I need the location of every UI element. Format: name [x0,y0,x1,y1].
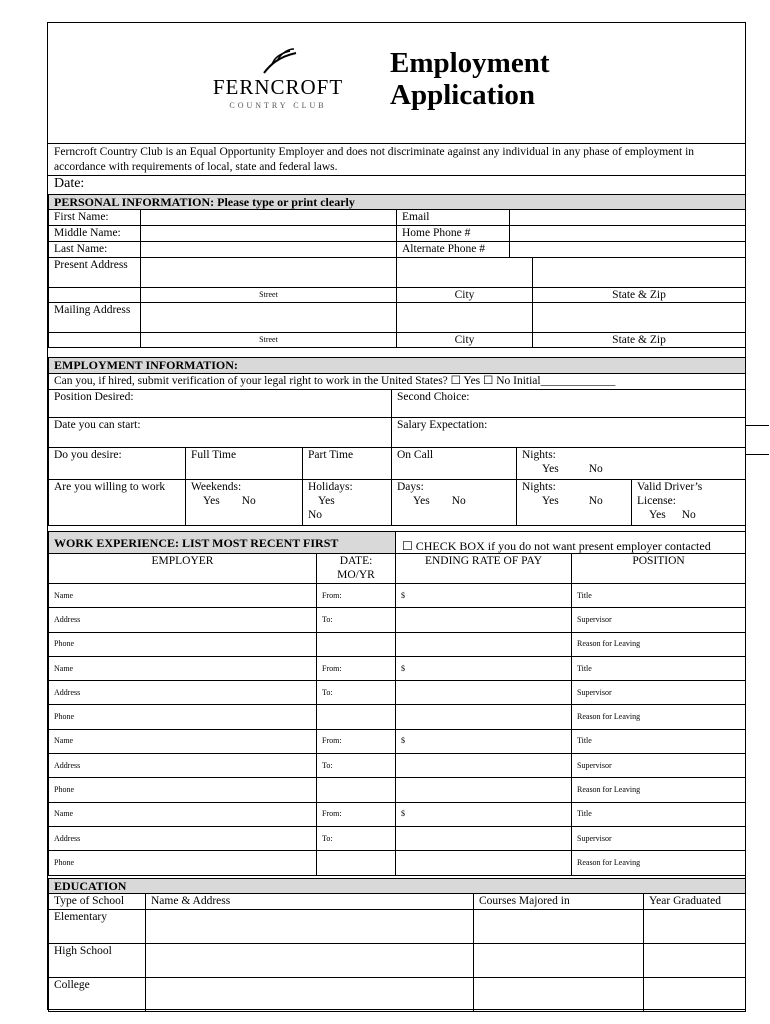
supervisor-field[interactable]: Supervisor [572,754,746,778]
yes-option[interactable]: Yes [542,463,559,475]
employer-address-field[interactable]: Address [49,608,317,632]
rate-header: ENDING RATE OF PAY [396,554,572,584]
employment-application-form [47,22,746,1010]
year-field[interactable] [644,944,746,978]
nights-label: Nights: [522,449,556,461]
present-address-label: Present Address [49,258,141,288]
employer-address-field[interactable]: Address [49,754,317,778]
present-state-field[interactable] [533,258,746,288]
divider [745,425,769,426]
eeo-statement: Ferncroft Country Club is an Equal Opportunity Employer and does not discriminate against any individual in any phase of employment in accordance with requirements of local, state and federal laws. [54,146,695,173]
ending-rate-cont-field[interactable] [396,826,572,850]
logo-wordmark: FERNCROFT [212,75,344,99]
courses-field[interactable] [474,944,644,978]
weekends-label: Weekends: [191,481,242,493]
form-header [48,23,745,143]
employer-address-field[interactable]: Address [49,826,317,850]
salary-field[interactable]: Salary Expectation: [392,418,746,448]
employer-phone-field[interactable]: Phone [49,778,317,802]
willing-label: Are you willing to work [49,480,186,526]
nights-option[interactable] [517,448,746,480]
employer-header: EMPLOYER [49,554,317,584]
first-name-field[interactable] [141,210,397,226]
school-type-college: College [49,978,146,1012]
date-from-field[interactable]: From: [317,656,396,680]
yes-option[interactable]: Yes [649,509,666,521]
middle-name-field[interactable] [141,226,397,242]
on-call-option[interactable]: On Call [392,448,517,480]
days-label: Days: [397,481,424,493]
date-from-field[interactable]: From: [317,729,396,753]
state-zip-caption: State & Zip [533,288,746,303]
street-caption: Street [141,333,397,348]
mailing-city-field[interactable] [397,303,533,333]
date-to-field[interactable]: To: [317,826,396,850]
reason-for-leaving-field[interactable]: Reason for Leaving [572,705,746,729]
table-row [49,608,746,632]
position-header: POSITION [572,554,746,584]
nights-label: Nights: [522,481,556,493]
employer-name-field[interactable]: Name [49,729,317,753]
table-row [49,851,746,875]
full-time-option[interactable]: Full Time [186,448,303,480]
license-label-2: License: [637,495,676,507]
table-row [49,778,746,802]
start-date-field[interactable]: Date you can start: [49,418,392,448]
ferncroft-logo [208,47,348,117]
table-row [49,584,746,608]
education-table [48,878,746,1012]
table-row [49,656,746,680]
license-label-1: Valid Driver’s [637,481,703,493]
date-blank-field[interactable] [317,851,396,875]
desire-label: Do you desire: [49,448,186,480]
alt-phone-field[interactable] [510,242,746,258]
ending-rate-cont-field[interactable] [396,754,572,778]
fern-leaf-icon [260,47,300,77]
work-entries-table [48,583,746,876]
nights-option[interactable] [517,480,632,526]
employer-address-field[interactable]: Address [49,681,317,705]
ending-rate-cont-field[interactable] [396,681,572,705]
present-city-field[interactable] [397,258,533,288]
mailing-state-field[interactable] [533,303,746,333]
employer-name-field[interactable]: Name [49,584,317,608]
school-type-elementary: Elementary [49,910,146,944]
weekends-option[interactable] [186,480,303,526]
license-option[interactable] [632,480,746,526]
divider [745,454,769,455]
work-verification[interactable]: Can you, if hired, submit verification of your legal right to work in the United States? ☐ Yes ☐ No Initial_____________ [49,374,746,390]
email-field[interactable] [510,210,746,226]
employment-info-table [48,357,746,526]
reason-for-leaving-field[interactable]: Reason for Leaving [572,851,746,875]
employer-phone-field[interactable]: Phone [49,632,317,656]
position-title-field[interactable]: Title [572,656,746,680]
date-to-field[interactable]: To: [317,681,396,705]
no-contact-checkbox[interactable]: ☐ CHECK BOX if you do not want present employer contacted [396,532,746,554]
date-blank-field[interactable] [317,705,396,729]
employer-name-field[interactable]: Name [49,656,317,680]
present-street-field[interactable] [141,258,397,288]
position-title-field[interactable]: Title [572,584,746,608]
year-graduated-header: Year Graduated [644,894,746,910]
table-row [49,729,746,753]
title-line-2: Application [390,79,536,111]
supervisor-field[interactable]: Supervisor [572,826,746,850]
mailing-address-label: Mailing Address [49,303,141,333]
state-zip-caption: State & Zip [533,333,746,348]
supervisor-field[interactable]: Supervisor [572,608,746,632]
rate-blank-field[interactable] [396,632,572,656]
table-row [49,705,746,729]
type-of-school-header: Type of School [49,894,146,910]
title-line-1: Employment [390,47,550,79]
courses-header: Courses Majored in [474,894,644,910]
table-row [49,826,746,850]
table-row [49,681,746,705]
part-time-option[interactable]: Part Time [303,448,392,480]
divider [48,175,745,176]
logo-subtitle: COUNTRY CLUB [229,101,327,110]
yes-option[interactable]: Yes [203,495,220,507]
school-name-field[interactable] [146,910,474,944]
supervisor-field[interactable]: Supervisor [572,681,746,705]
yes-option[interactable]: Yes [542,495,559,507]
section-work: WORK EXPERIENCE: LIST MOST RECENT FIRST [49,532,396,554]
holidays-option[interactable] [303,480,392,526]
employer-name-field[interactable]: Name [49,802,317,826]
middle-name-label: Middle Name: [49,226,141,242]
section-personal: PERSONAL INFORMATION: Please type or print clearly [49,195,746,210]
position-title-field[interactable]: Title [572,729,746,753]
year-field[interactable] [644,978,746,1012]
personal-info-table [48,194,746,348]
position-title-field[interactable]: Title [572,802,746,826]
yes-option[interactable]: Yes [413,495,430,507]
courses-field[interactable] [474,910,644,944]
city-caption: City [397,333,533,348]
name-address-header: Name & Address [146,894,474,910]
first-name-label: First Name: [49,210,141,226]
position-desired-field[interactable]: Position Desired: [49,390,392,418]
yes-option[interactable]: Yes [318,495,335,507]
employer-phone-field[interactable]: Phone [49,705,317,729]
home-phone-label: Home Phone # [397,226,510,242]
no-option[interactable]: No [588,463,603,475]
school-name-field[interactable] [146,944,474,978]
date-header-line-2: MO/YR [337,569,375,581]
date-header [317,554,396,584]
page-title [390,47,550,111]
no-option[interactable]: No [451,495,466,507]
section-employment: EMPLOYMENT INFORMATION: [49,358,746,374]
no-option[interactable]: No [588,495,603,507]
last-name-field[interactable] [141,242,397,258]
reason-for-leaving-field[interactable]: Reason for Leaving [572,632,746,656]
reason-for-leaving-field[interactable]: Reason for Leaving [572,778,746,802]
table-row [49,802,746,826]
courses-field[interactable] [474,978,644,1012]
date-field[interactable]: Date: [54,176,85,191]
ending-rate-field[interactable]: $ [396,656,572,680]
employer-phone-field[interactable]: Phone [49,851,317,875]
alt-phone-label: Alternate Phone # [397,242,510,258]
email-label: Email [397,210,510,226]
school-type-high-school: High School [49,944,146,978]
year-field[interactable] [644,910,746,944]
ending-rate-cont-field[interactable] [396,608,572,632]
date-from-field[interactable]: From: [317,802,396,826]
date-header-line-1: DATE: [339,555,373,567]
second-choice-field[interactable]: Second Choice: [392,390,746,418]
school-name-field[interactable] [146,978,474,1012]
no-option[interactable]: No [241,495,256,507]
rate-blank-field[interactable] [396,778,572,802]
mailing-street-field[interactable] [141,303,397,333]
home-phone-field[interactable] [510,226,746,242]
city-caption: City [397,288,533,303]
ending-rate-field[interactable]: $ [396,584,572,608]
date-to-field[interactable]: To: [317,608,396,632]
section-education: EDUCATION [49,879,746,894]
work-experience-table [48,531,746,584]
date-to-field[interactable]: To: [317,754,396,778]
no-option[interactable]: No [681,509,696,521]
rate-blank-field[interactable] [396,851,572,875]
last-name-label: Last Name: [49,242,141,258]
rate-blank-field[interactable] [396,705,572,729]
ending-rate-field[interactable]: $ [396,729,572,753]
date-from-field[interactable]: From: [317,584,396,608]
divider [48,143,745,144]
ending-rate-field[interactable]: $ [396,802,572,826]
table-row [49,754,746,778]
days-option[interactable] [392,480,517,526]
date-blank-field[interactable] [317,632,396,656]
street-caption: Street [141,288,397,303]
holidays-label: Holidays: [308,481,353,493]
no-option[interactable]: No [308,509,323,521]
date-blank-field[interactable] [317,778,396,802]
table-row [49,632,746,656]
